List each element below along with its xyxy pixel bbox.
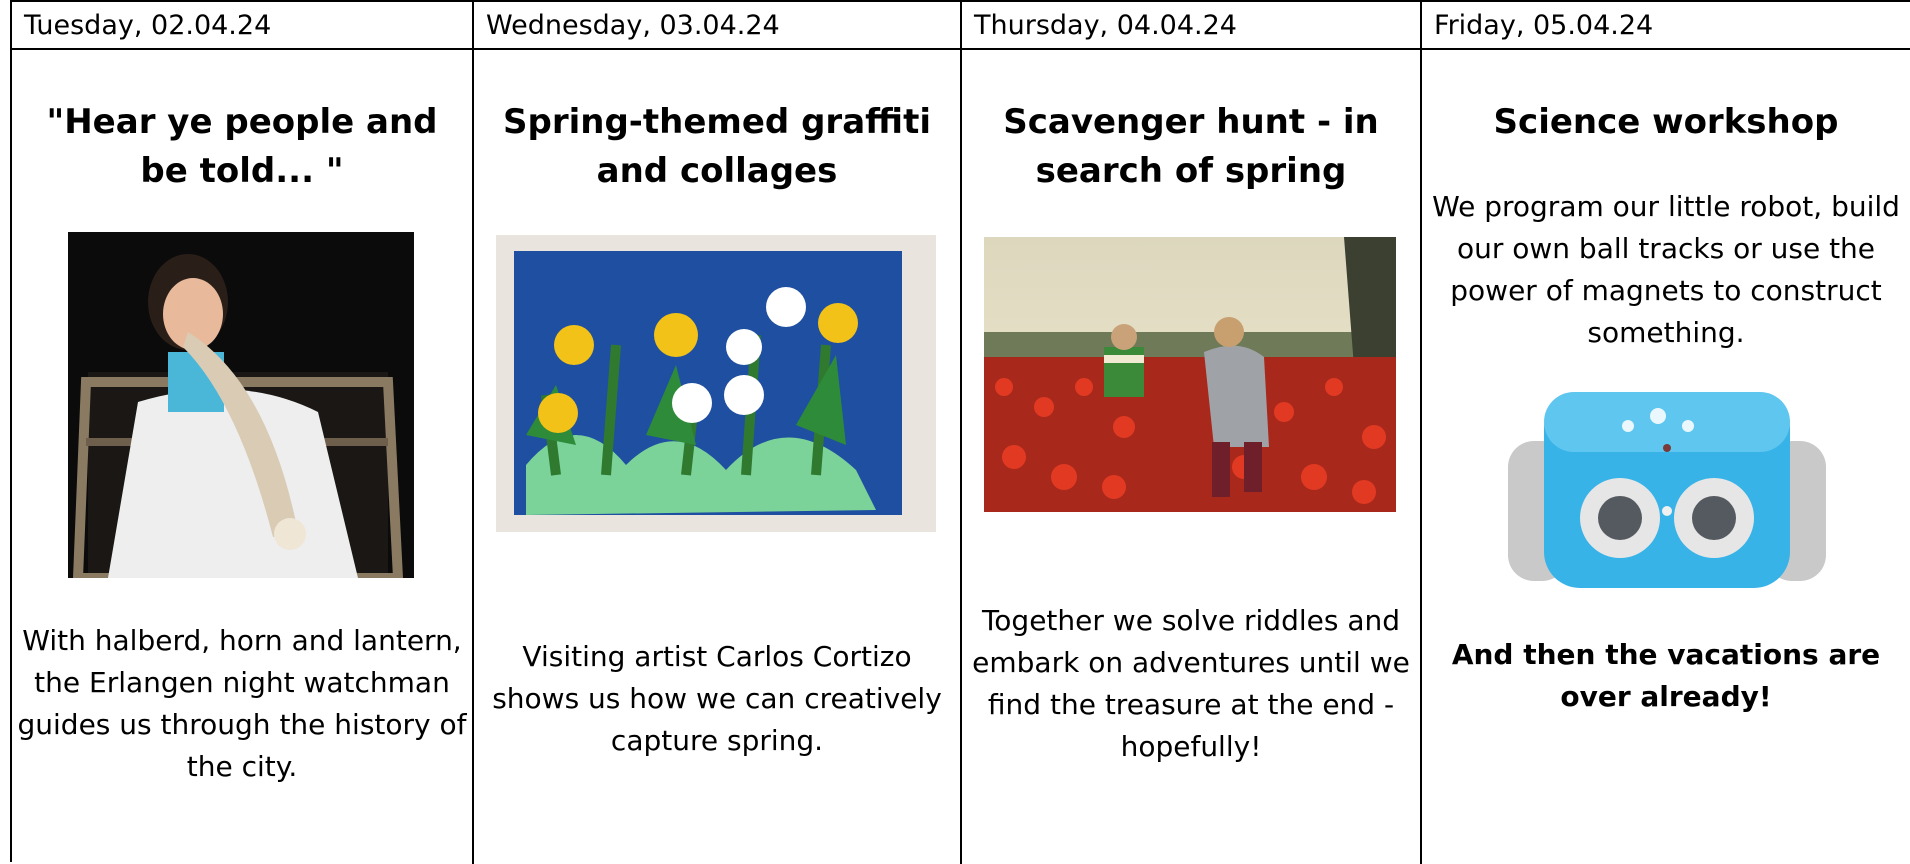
day-column-tuesday	[12, 2, 474, 864]
activity-title: Science workshop	[1493, 102, 1839, 142]
day-column-wednesday	[474, 2, 962, 864]
activity-description: Together we solve riddles and embark on adventures until we find the treasure at the end - hopefully!	[972, 604, 1410, 763]
activity-description: Visiting artist Carlos Cortizo shows us how we can creatively capture spring.	[492, 640, 942, 757]
activity-description: We program our little robot, build our own ball tracks or use the power of magnets to construct something.	[1432, 190, 1900, 349]
activity-title: Scavenger hunt - in search of spring	[1003, 102, 1379, 191]
closing-note: And then the vacations are over already!	[1451, 638, 1881, 713]
schedule-table	[10, 0, 1910, 862]
day-column-friday	[1422, 2, 1910, 864]
activity-title: "Hear ye people and be told... "	[46, 102, 438, 191]
activity-title: Spring-themed graffiti and collages	[503, 102, 931, 191]
robot-toy-photo	[1508, 386, 1826, 596]
date-header: Friday, 05.04.24	[1422, 2, 1910, 50]
day-column-thursday	[962, 2, 1422, 864]
date-header: Tuesday, 02.04.24	[12, 2, 472, 50]
night-watchman-photo	[68, 232, 414, 578]
spring-collage-photo	[496, 235, 936, 532]
activity-description: With halberd, horn and lantern, the Erlangen night watchman guides us through the history of the city.	[17, 624, 467, 783]
date-header: Thursday, 04.04.24	[962, 2, 1420, 50]
date-header: Wednesday, 03.04.24	[474, 2, 960, 50]
tulip-field-photo	[984, 237, 1396, 512]
